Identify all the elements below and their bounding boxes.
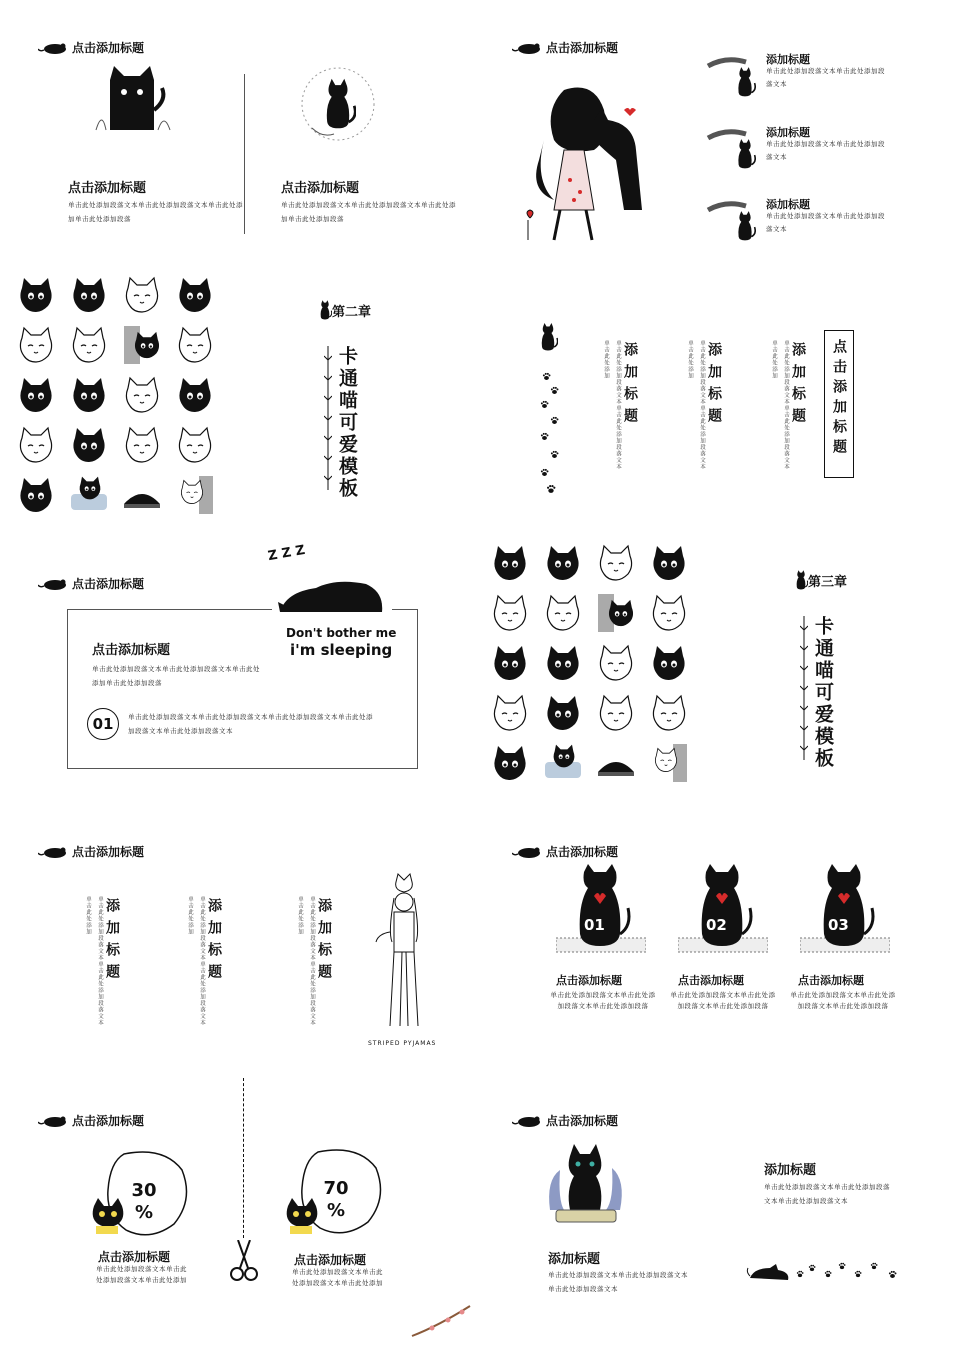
black-cat-sticker-icon xyxy=(14,474,58,516)
header-title: 点击添加标题 xyxy=(546,845,619,859)
mouse-icon xyxy=(512,1116,540,1126)
black-cat-sticker-icon xyxy=(67,424,111,466)
white-cat-sticker-icon xyxy=(67,324,111,366)
mouse-icon xyxy=(38,847,66,857)
cat-pawprint-trail xyxy=(534,320,564,496)
slide-header xyxy=(512,39,618,56)
girl-hugging-cat-illustration xyxy=(524,80,664,250)
right-title: 添加标题 xyxy=(764,1163,817,1178)
right-body: 单击此处添加段落文本单击此处添加段落文本单击此处添加段落文本 xyxy=(764,1183,890,1205)
black-cat-sticker-icon xyxy=(14,274,58,316)
slide-header xyxy=(38,575,144,592)
chapter-title: 卡通喵可爱模板 xyxy=(812,616,834,770)
item-title: 点击添加标题 xyxy=(678,974,744,987)
scissors-icon xyxy=(228,1240,260,1284)
peeking-cat-sticker-icon xyxy=(173,474,217,516)
black-cat-sticker-icon xyxy=(67,274,111,316)
white-cat-sticker-icon xyxy=(488,692,532,734)
column-body: 单击此处添加段落文本单击此处添加段落文本单击此处添加 xyxy=(85,896,103,1026)
percent-value: 30 % xyxy=(131,1180,157,1223)
white-cat-sticker-icon xyxy=(14,424,58,466)
item-body: 单击此处添加段落文本单击此处添加段落文本单击此处添加段落 xyxy=(670,991,776,1010)
white-cat-sticker-icon xyxy=(594,642,638,684)
badge-text: 单击此处添加段落文本单击此处添加段落文本单击此处添加段落文本单击此处添加段落文本单击此处添加段落文本 xyxy=(128,713,373,735)
sneaking-cat-pawprints xyxy=(746,1258,906,1286)
black-cat-sticker-icon xyxy=(488,542,532,584)
mouse-icon xyxy=(38,1116,66,1126)
item-body: 单击此处添加段落文本单击此处添加段落文本 xyxy=(766,67,885,88)
white-cat-sticker-icon xyxy=(647,692,691,734)
sleeping-cat-sticker-icon xyxy=(67,474,111,516)
cat-silhouette-icon xyxy=(794,568,808,592)
column-title: 添加标题 xyxy=(316,898,332,986)
sleep-line-2: i'm sleeping xyxy=(290,641,393,659)
zzz-text: Z Z Z xyxy=(266,542,307,565)
column-title: 添加标题 xyxy=(790,342,806,430)
peeking-cat-sticker-icon xyxy=(647,742,691,784)
header-title: 点击添加标题 xyxy=(546,41,619,55)
slide-header xyxy=(38,843,144,860)
white-cat-sticker-icon xyxy=(173,324,217,366)
cat-card xyxy=(556,864,646,960)
item-body: 单击此处添加段落文本单击此处添加段落文本 xyxy=(766,140,885,161)
heart-cat-illustration xyxy=(556,864,646,960)
white-cat-sticker-icon xyxy=(120,374,164,416)
kitten-icon xyxy=(86,1196,126,1236)
item-title: 点击添加标题 xyxy=(294,1253,367,1267)
item-body: 单击此处添加段落文本单击此处添加段落文本单击此处添加段落 xyxy=(790,991,896,1010)
white-cat-sticker-icon xyxy=(541,592,585,634)
right-body: 单击此处添加段落文本单击此处添加段落文本单击此处添加单击此处添加段落 xyxy=(281,201,456,223)
black-cat-sticker-icon xyxy=(173,274,217,316)
arrow-rule xyxy=(800,616,808,760)
header-title: 点击添加标题 xyxy=(546,1114,619,1128)
item-title: 添加标题 xyxy=(766,126,810,139)
column-body: 单击此处添加段落文本单击此处添加段落文本单击此处添加 xyxy=(297,896,315,1026)
frame-title: 点击添加标题 xyxy=(92,643,171,658)
boxed-title: 点击添加标题 xyxy=(831,339,847,459)
cat-card xyxy=(800,864,890,960)
door-cat-sticker-icon xyxy=(120,324,164,366)
column-body: 单击此处添加段落文本单击此处添加段落文本单击此处添加 xyxy=(771,340,789,470)
slide-header xyxy=(38,39,144,56)
heart-cat-illustration xyxy=(678,864,768,960)
arrow-rule xyxy=(324,346,332,490)
white-cat-sticker-icon xyxy=(488,592,532,634)
black-cat-sticker-icon xyxy=(647,542,691,584)
black-cat-sticker-icon xyxy=(173,374,217,416)
white-cat-sticker-icon xyxy=(647,592,691,634)
left-title: 添加标题 xyxy=(548,1252,601,1267)
cat-on-branch-icon xyxy=(706,52,758,98)
header-title: 点击添加标题 xyxy=(72,41,145,55)
white-cat-sticker-icon xyxy=(120,424,164,466)
column-title: 添加标题 xyxy=(706,342,722,430)
slide-header xyxy=(512,843,618,860)
heart-cat-illustration xyxy=(800,864,890,960)
item-body: 单击此处添加段落文本单击此处添加段落文本单击此处添加 xyxy=(96,1265,187,1284)
left-title: 点击添加标题 xyxy=(68,181,147,196)
boxed-title-frame xyxy=(824,330,854,478)
item-title: 添加标题 xyxy=(766,198,810,211)
white-cat-sticker-icon xyxy=(594,542,638,584)
cat-silhouette-icon xyxy=(318,298,332,322)
mouse-icon xyxy=(38,579,66,589)
cat-card xyxy=(678,864,768,960)
door-cat-sticker-icon xyxy=(594,592,638,634)
column-title: 添加标题 xyxy=(206,898,222,986)
header-title: 点击添加标题 xyxy=(72,1114,145,1128)
item-title: 添加标题 xyxy=(766,53,810,66)
left-body: 单击此处添加段落文本单击此处添加段落文本单击此处添加单击此处添加段落 xyxy=(68,201,243,223)
branch-decoration xyxy=(408,1296,478,1342)
item-title: 点击添加标题 xyxy=(556,974,622,987)
cat-number: 03 xyxy=(828,916,849,934)
black-cat-sticker-icon xyxy=(488,742,532,784)
cat-on-branch-icon xyxy=(706,124,758,170)
chapter-label: 第二章 xyxy=(318,298,371,322)
black-cat-sticker-icon xyxy=(67,374,111,416)
chapter-title: 卡通喵可爱模板 xyxy=(336,346,358,500)
number-badge: 01 xyxy=(87,708,119,740)
cat-on-branch-icon xyxy=(706,196,758,242)
black-cat-sticker-icon xyxy=(541,542,585,584)
girl-with-cat-illustration xyxy=(368,872,438,1032)
cat-flower-wreath-illustration xyxy=(298,58,378,154)
percent-value: 70 % xyxy=(323,1178,349,1221)
column-body: 单击此处添加段落文本单击此处添加段落文本单击此处添加 xyxy=(187,896,205,1026)
sleep-line-1: Don't bother me xyxy=(286,626,397,640)
item-body: 单击此处添加段落文本单击此处添加段落文本单击此处添加 xyxy=(292,1268,383,1287)
sticker-grid xyxy=(488,542,694,788)
sleeping-cat-icon xyxy=(276,576,386,616)
cat-number: 02 xyxy=(706,916,727,934)
column-body: 单击此处添加段落文本单击此处添加段落文本单击此处添加 xyxy=(687,340,705,470)
header-title: 点击添加标题 xyxy=(72,577,145,591)
white-cat-sticker-icon xyxy=(173,424,217,466)
right-title: 点击添加标题 xyxy=(281,181,360,196)
black-cat-illustration xyxy=(92,60,172,140)
header-title: 点击添加标题 xyxy=(72,845,145,859)
mouse-icon xyxy=(38,43,66,53)
sleeping-cat-sticker-icon xyxy=(541,742,585,784)
column-title: 添加标题 xyxy=(622,342,638,430)
left-body: 单击此处添加段落文本单击此处添加段落文本单击此处添加段落文本 xyxy=(548,1271,688,1293)
black-cat-sticker-icon xyxy=(541,692,585,734)
black-cat-sticker-icon xyxy=(14,374,58,416)
dashed-divider xyxy=(243,1078,244,1238)
column-title: 添加标题 xyxy=(104,898,120,986)
hiding-cat-sticker-icon xyxy=(594,742,638,784)
white-cat-sticker-icon xyxy=(594,692,638,734)
white-cat-sticker-icon xyxy=(120,274,164,316)
white-cat-sticker-icon xyxy=(14,324,58,366)
frame-body: 单击此处添加段落文本单击此处添加段落文本单击此处添加单击此处添加段落 xyxy=(92,665,260,687)
cat-number: 01 xyxy=(584,916,605,934)
chapter-label: 第三章 xyxy=(794,568,847,592)
illustration-caption: STRIPED PYJAMAS xyxy=(368,1040,437,1047)
item-title: 点击添加标题 xyxy=(98,1250,171,1264)
mouse-icon xyxy=(512,43,540,53)
black-cat-sticker-icon xyxy=(541,642,585,684)
mouse-icon xyxy=(512,847,540,857)
sticker-grid xyxy=(14,274,220,520)
hiding-cat-sticker-icon xyxy=(120,474,164,516)
slide-header xyxy=(38,1112,144,1129)
item-title: 点击添加标题 xyxy=(798,974,864,987)
item-body: 单击此处添加段落文本单击此处添加段落文本 xyxy=(766,212,885,233)
cat-plant-illustration xyxy=(540,1140,630,1230)
column-body: 单击此处添加段落文本单击此处添加段落文本单击此处添加 xyxy=(603,340,621,470)
black-cat-sticker-icon xyxy=(647,642,691,684)
item-body: 单击此处添加段落文本单击此处添加段落文本单击此处添加段落 xyxy=(550,991,656,1010)
slide-header xyxy=(512,1112,618,1129)
kitten-icon xyxy=(280,1196,320,1236)
black-cat-sticker-icon xyxy=(488,642,532,684)
